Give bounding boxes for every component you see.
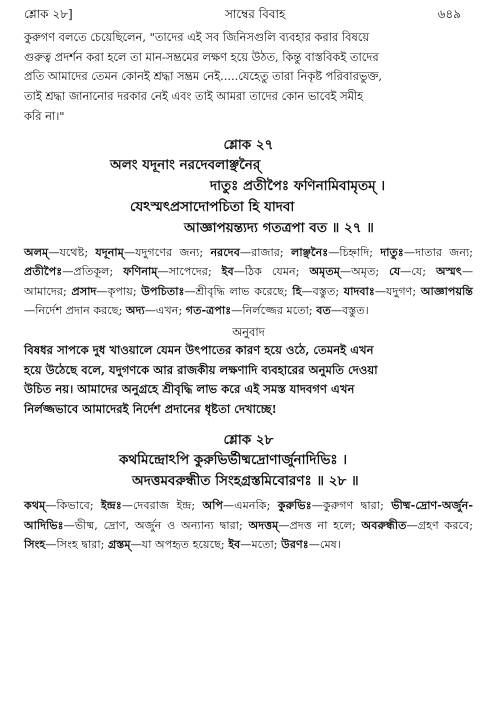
synonym-meaning: —যদুগণের জন্য; (123, 245, 211, 259)
synonym-meaning: —যথেষ্ট; (48, 245, 96, 259)
intro-line: কুরুগণ বলতে চেয়েছিলেন, "তাদের এই সব জিনিসগুলি ব্যবহার করার বিষয়ে (24, 30, 370, 44)
synonym-meaning: —কুরুগণ দ্বারা; (311, 499, 392, 513)
synonym-word: ফণিনাম্ (123, 264, 158, 279)
verse-line: আজ্ঞাপয়ন্ত্যদ্য গতত্রপা বত ॥ ২৭ ॥ (184, 219, 374, 236)
header-chapter-title: সাম্বের বিবাহ (224, 7, 286, 21)
running-header (24, 6, 473, 28)
verse-line: কথমিন্দ্রোঽপি কুরুভির্ভীষ্মদ্রোণার্জুনাদিভিঃ । (119, 452, 348, 469)
synonym-word: প্রসাদ (71, 283, 97, 298)
synonym-meaning: —বস্তুত। (330, 304, 369, 318)
page-number: ৬৪৯ (437, 7, 461, 21)
synonym-meaning: —যদুগণ; (374, 284, 421, 298)
synonym-meaning: —মেষ। (308, 538, 341, 552)
intro-line: প্রতি আমাদের তেমন কোনই শ্রদ্ধা সম্ভ্রম নেই.....যেহেতু তারা নিকৃষ্ট পরিবারভুক্ত, (24, 69, 383, 84)
synonym-meaning: —যা অপহৃত হয়েছে; (130, 538, 229, 552)
synonym-word: ভীষ্ম-দ্রোণ-অর্জুন-আদিভিঃ (24, 498, 473, 532)
synonym-meaning: —দাতার জন্য; (403, 245, 473, 259)
translation-line: উচিত নয়। আমাদের অনুগ্রহে শ্রীবৃদ্ধি লাভ করে এই সমস্ত যাদবগণ এখন (24, 382, 355, 397)
synonym-word: সিংহ (24, 537, 46, 552)
verse-27 (24, 155, 473, 239)
synonym-meaning: —নির্লজ্জের মতো; (231, 304, 317, 318)
synonym-word: বত (316, 303, 331, 318)
synonym-meaning: —আমাদের; (24, 265, 474, 298)
intro-line: গুরুত্ব প্রদর্শন করা হলে তা মান-সম্ভ্রমের লক্ষণ হয়ে উঠত, কিন্তু বাস্তবিকই তাদের (24, 49, 379, 64)
synonym-word: অমৃতম্ (309, 264, 340, 279)
synonym-word: গ্রস্তম্ (107, 537, 131, 552)
synonym-meaning: —শ্রীবৃদ্ধি লাভ করেছে; (184, 284, 293, 298)
synonym-meaning: —বস্তুত; (301, 284, 344, 298)
synonym-meaning: —মতো; (240, 538, 282, 552)
verse-line: অদত্তমবরুন্ধীত সিংহগ্রস্তমিবোরণঃ ॥ ২৮ ॥ (132, 473, 359, 490)
verse-line: দাতুঃ প্রতীপৈঃ ফণিনামিবামৃতম্ । (210, 177, 386, 194)
synonym-word: হি (292, 283, 302, 298)
synonym-word: অদত্তম্ (248, 517, 279, 532)
synonym-word: প্রতীপৈঃ (24, 264, 63, 279)
header-verse-ref: শ্লোক ২৮] (24, 7, 73, 21)
verse-28-title: শ্লোক ২৮ (223, 432, 274, 449)
synonym-word: অপি (202, 498, 223, 513)
synonym-word: ইব (221, 264, 234, 279)
synonym-meaning: —প্রদত্ত না হলে; (278, 518, 362, 532)
synonym-meaning: —যে; (400, 265, 437, 279)
verse-28 (24, 450, 473, 492)
synonym-meaning: —নির্দেশ প্রদান করছে; (24, 304, 126, 318)
intro-line: করি না।" (24, 108, 65, 123)
synonym-word: লাঞ্ছনৈঃ (291, 244, 329, 259)
synonym-meaning: —কিভাবে; (45, 499, 101, 513)
synonym-meaning: —অমৃত; (339, 265, 390, 279)
synonym-word: কুরুভিঃ (277, 498, 312, 513)
synonym-word: অলম্ (24, 244, 49, 259)
synonym-word: যে (389, 264, 401, 279)
synonym-meaning: —চিহ্নাদি; (328, 245, 381, 259)
synonym-meaning: —গ্রহণ করবে; (406, 518, 473, 532)
synonym-meaning: —রাজার; (239, 245, 291, 259)
synonym-word: ইব (228, 537, 241, 552)
synonym-word: নরদেব (210, 244, 240, 259)
synonym-meaning: —কৃপায়; (96, 284, 142, 298)
synonym-meaning: —ভীষ্ম, দ্রোণ, অর্জুন ও অন্যান্য দ্বারা; (63, 518, 249, 532)
synonym-word: যাদবাঃ (343, 283, 375, 298)
intro-paragraph (24, 28, 473, 127)
synonym-word: ইন্দ্রঃ (100, 498, 122, 513)
word-for-word-27 (24, 243, 473, 321)
synonym-meaning: —এমনকি; (222, 499, 278, 513)
synonym-word: গত-ত্রপাঃ (185, 303, 232, 318)
verse-line: যেঽস্মৎপ্রসাদোপচিতা হি যাদবা (130, 198, 295, 215)
verse-line: অলং যদূনাং নরদেবলাঞ্ছনৈর্ (110, 156, 261, 173)
synonym-meaning: —সিংহ দ্বারা; (45, 538, 108, 552)
verse-27-title: শ্লোক ২৭ (223, 136, 274, 153)
synonym-word: অবরুন্ধীত (361, 517, 407, 532)
synonym-word: অস্মৎ (436, 264, 462, 279)
synonym-meaning: —ঠিক যেমন; (233, 265, 310, 279)
synonym-word: যদূনাম্ (95, 244, 124, 259)
intro-line: তাই শ্রদ্ধা জানানোর দরকার নেই এবং তাই আমরা তাদের কোন ভাবেই সমীহ (24, 89, 364, 104)
synonym-meaning: —দেবরাজ ইন্দ্র; (121, 499, 203, 513)
synonym-meaning: —সাপেদের; (157, 265, 222, 279)
synonym-word: অদ্য (125, 303, 145, 318)
translation-line: বিষধর সাপকে দুধ খাওয়ালে যেমন উৎপাতের কারণ হয়ে ওঠে, তেমনই এখন (24, 342, 374, 357)
translation-paragraph (24, 341, 473, 420)
synonym-word: কথম্ (24, 498, 46, 513)
word-for-word-28 (24, 496, 473, 555)
synonym-word: আজ্ঞাপয়ন্তি (420, 283, 473, 298)
translation-line: নির্লজ্জভাবে আমাদেরই নির্দেশ প্রদানের ধৃষ্টতা দেখাচ্ছে! (24, 402, 277, 417)
synonym-word: উপচিতাঃ (141, 283, 185, 298)
translation-line: হয়ে উঠেছে বলে, যদুগণকে আর রাজকীয় লক্ষণাদি ব্যবহারের অনুমতি দেওয়া (24, 362, 378, 377)
synonym-meaning: —প্রতিকূল; (62, 265, 124, 279)
synonym-meaning: —এখন; (144, 304, 186, 318)
synonym-word: উরণঃ (281, 537, 309, 552)
translation-heading: অনুবাদ (232, 324, 265, 339)
synonym-word: দাতুঃ (380, 244, 404, 259)
